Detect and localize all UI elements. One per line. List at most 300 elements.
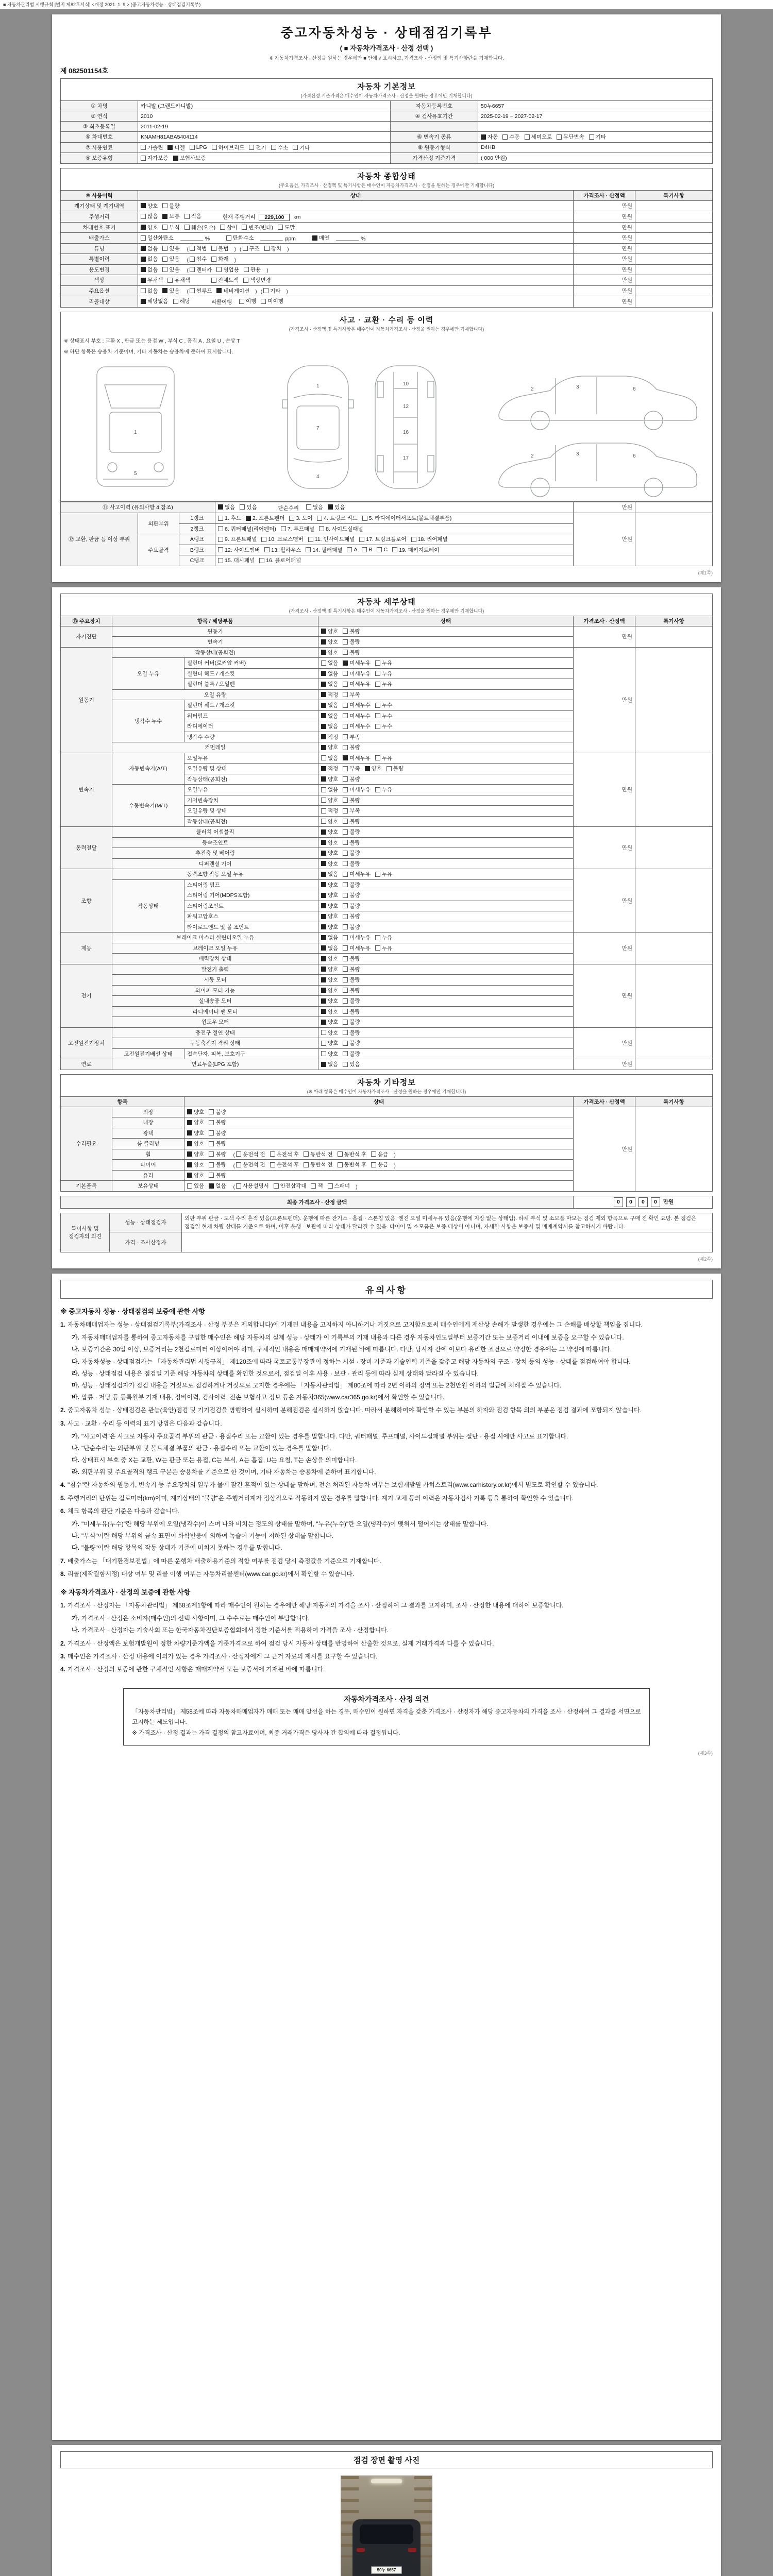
checkbox[interactable] — [362, 547, 367, 552]
checkbox-option[interactable] — [321, 976, 338, 984]
checkbox-option[interactable] — [270, 1150, 299, 1158]
checkbox-option[interactable] — [343, 659, 371, 667]
checkbox[interactable] — [187, 1141, 192, 1146]
checkbox[interactable] — [209, 1109, 214, 1114]
checkbox-option[interactable] — [343, 987, 360, 994]
checkbox[interactable] — [211, 278, 216, 283]
checkbox-option[interactable] — [375, 870, 392, 878]
checkbox[interactable] — [589, 134, 594, 140]
checkbox-option[interactable] — [184, 212, 201, 220]
checkbox-option[interactable] — [343, 701, 371, 709]
checkbox[interactable] — [321, 703, 326, 708]
checkbox[interactable] — [264, 246, 270, 251]
checkbox-option[interactable] — [308, 535, 355, 543]
checkbox[interactable] — [187, 1173, 192, 1178]
checkbox[interactable] — [343, 1041, 348, 1046]
checkbox[interactable] — [209, 1141, 214, 1146]
checkbox-option[interactable] — [236, 1161, 265, 1168]
checkbox-option[interactable] — [375, 670, 392, 677]
checkbox[interactable] — [187, 1183, 192, 1189]
checkbox[interactable] — [321, 956, 326, 961]
checkbox[interactable] — [343, 903, 348, 908]
checkbox[interactable] — [220, 225, 225, 230]
checkbox[interactable] — [321, 650, 326, 655]
checkbox-option[interactable] — [343, 965, 360, 973]
checkbox[interactable] — [141, 246, 146, 251]
checkbox-option[interactable] — [359, 535, 406, 543]
checkbox[interactable] — [141, 267, 146, 272]
checkbox[interactable] — [218, 516, 223, 521]
checkbox-option[interactable] — [343, 775, 360, 783]
checkbox-option[interactable] — [236, 1150, 265, 1158]
checkbox[interactable] — [321, 977, 326, 982]
checkbox-option[interactable] — [321, 997, 338, 1005]
checkbox-option[interactable] — [263, 287, 280, 295]
checkbox-option[interactable] — [343, 670, 371, 677]
checkbox-option[interactable] — [162, 212, 179, 220]
checkbox[interactable] — [321, 851, 326, 856]
checkbox[interactable] — [386, 766, 392, 771]
checkbox-option[interactable] — [246, 514, 284, 522]
checkbox-option[interactable] — [218, 514, 241, 522]
checkbox-option[interactable] — [209, 1172, 226, 1179]
checkbox-option[interactable] — [343, 649, 360, 656]
checkbox[interactable] — [141, 145, 146, 150]
checkbox-option[interactable] — [321, 881, 338, 889]
checkbox[interactable] — [321, 893, 326, 898]
checkbox[interactable] — [343, 776, 348, 782]
checkbox-option[interactable] — [218, 546, 260, 554]
checkbox-option[interactable] — [306, 546, 342, 554]
checkbox-option[interactable] — [343, 1008, 360, 1015]
checkbox[interactable] — [187, 1109, 192, 1114]
checkbox-option[interactable] — [141, 202, 158, 210]
checkbox-option[interactable] — [321, 754, 338, 762]
checkbox-option[interactable] — [312, 234, 329, 242]
checkbox[interactable] — [167, 278, 173, 283]
checkbox[interactable] — [321, 882, 326, 887]
checkbox[interactable] — [270, 1151, 275, 1157]
checkbox[interactable] — [312, 235, 317, 241]
checkbox-option[interactable] — [481, 133, 498, 141]
checkbox[interactable] — [162, 225, 167, 230]
checkbox[interactable] — [343, 755, 348, 760]
checkbox-option[interactable] — [375, 712, 392, 720]
checkbox[interactable] — [321, 724, 326, 729]
checkbox-option[interactable] — [343, 870, 371, 878]
checkbox-option[interactable] — [173, 154, 206, 162]
checkbox-option[interactable] — [343, 743, 360, 751]
checkbox[interactable] — [343, 977, 348, 982]
checkbox-option[interactable] — [321, 902, 338, 910]
checkbox-option[interactable] — [343, 796, 360, 804]
checkbox[interactable] — [141, 235, 146, 241]
checkbox-option[interactable] — [187, 1140, 204, 1147]
checkbox[interactable] — [328, 1183, 333, 1189]
checkbox-option[interactable] — [190, 144, 207, 150]
checkbox[interactable] — [321, 1041, 326, 1046]
checkbox-option[interactable] — [289, 514, 312, 522]
checkbox[interactable] — [242, 225, 247, 230]
checkbox-option[interactable] — [343, 712, 371, 720]
checkbox[interactable] — [343, 766, 348, 771]
checkbox-option[interactable] — [209, 1108, 226, 1116]
checkbox[interactable] — [261, 299, 266, 304]
checkbox[interactable] — [343, 682, 348, 687]
checkbox[interactable] — [343, 734, 348, 739]
checkbox[interactable] — [343, 851, 348, 856]
checkbox-option[interactable] — [141, 276, 163, 284]
checkbox[interactable] — [249, 145, 254, 150]
checkbox[interactable] — [141, 225, 146, 230]
checkbox[interactable] — [236, 1151, 241, 1157]
checkbox[interactable] — [270, 1162, 275, 1167]
checkbox-option[interactable] — [321, 828, 338, 836]
checkbox-option[interactable] — [321, 638, 338, 646]
checkbox-option[interactable] — [321, 944, 338, 952]
checkbox-option[interactable] — [343, 691, 360, 699]
checkbox[interactable] — [141, 278, 146, 283]
checkbox-option[interactable] — [343, 881, 360, 889]
checkbox-option[interactable] — [209, 1129, 226, 1137]
checkbox-option[interactable] — [343, 1050, 360, 1058]
checkbox[interactable] — [162, 267, 167, 272]
checkbox[interactable] — [278, 225, 283, 230]
checkbox[interactable] — [226, 235, 231, 241]
checkbox[interactable] — [321, 945, 326, 951]
checkbox-option[interactable] — [278, 224, 295, 231]
checkbox-option[interactable] — [304, 1150, 333, 1158]
checkbox-option[interactable] — [343, 765, 360, 772]
checkbox[interactable] — [375, 755, 380, 760]
checkbox-option[interactable] — [343, 818, 360, 825]
checkbox-option[interactable] — [173, 297, 190, 305]
checkbox-option[interactable] — [187, 1129, 204, 1137]
checkbox[interactable] — [321, 914, 326, 919]
checkbox[interactable] — [343, 1030, 348, 1035]
checkbox-option[interactable] — [187, 1118, 204, 1126]
checkbox-option[interactable] — [377, 547, 388, 553]
checkbox-option[interactable] — [141, 297, 169, 305]
checkbox[interactable] — [246, 516, 251, 521]
checkbox-option[interactable] — [321, 1029, 338, 1037]
checkbox[interactable] — [218, 504, 223, 510]
checkbox-option[interactable] — [343, 934, 371, 941]
checkbox[interactable] — [362, 516, 367, 521]
checkbox-option[interactable] — [525, 133, 552, 141]
checkbox-option[interactable] — [328, 503, 345, 511]
checkbox[interactable] — [187, 1120, 192, 1125]
checkbox-option[interactable] — [343, 902, 360, 910]
checkbox[interactable] — [371, 1151, 376, 1157]
checkbox-option[interactable] — [343, 912, 360, 920]
checkbox-option[interactable] — [261, 535, 303, 543]
checkbox[interactable] — [557, 134, 562, 140]
checkbox-option[interactable] — [242, 224, 273, 231]
checkbox-option[interactable] — [209, 1161, 226, 1168]
checkbox[interactable] — [141, 203, 146, 208]
checkbox-option[interactable] — [321, 733, 338, 741]
checkbox-option[interactable] — [236, 1182, 269, 1190]
checkbox-option[interactable] — [187, 1172, 204, 1179]
checkbox[interactable] — [347, 547, 352, 552]
checkbox-option[interactable] — [371, 1161, 388, 1168]
checkbox-option[interactable] — [343, 754, 371, 762]
checkbox[interactable] — [263, 288, 268, 293]
checkbox-option[interactable] — [557, 133, 584, 141]
checkbox[interactable] — [162, 288, 167, 293]
checkbox-option[interactable] — [239, 297, 256, 305]
checkbox-option[interactable] — [343, 849, 360, 857]
checkbox-option[interactable] — [240, 503, 257, 511]
checkbox[interactable] — [343, 1020, 348, 1025]
checkbox-option[interactable] — [321, 796, 338, 804]
checkbox[interactable] — [371, 1162, 376, 1167]
checkbox-option[interactable] — [216, 287, 249, 295]
checkbox[interactable] — [338, 1162, 343, 1167]
checkbox[interactable] — [243, 246, 248, 251]
checkbox[interactable] — [321, 872, 326, 877]
checkbox[interactable] — [239, 299, 244, 304]
checkbox-option[interactable] — [162, 266, 179, 274]
checkbox-option[interactable] — [321, 1018, 338, 1026]
checkbox[interactable] — [343, 967, 348, 972]
checkbox-option[interactable] — [343, 923, 360, 931]
checkbox-option[interactable] — [321, 818, 338, 825]
checkbox[interactable] — [141, 257, 146, 262]
checkbox-option[interactable] — [321, 765, 338, 772]
checkbox-option[interactable] — [141, 266, 158, 274]
checkbox[interactable] — [141, 288, 146, 293]
checkbox-option[interactable] — [343, 891, 360, 899]
checkbox-option[interactable] — [317, 514, 357, 522]
checkbox-option[interactable] — [321, 680, 338, 688]
checkbox[interactable] — [321, 660, 326, 666]
checkbox[interactable] — [321, 713, 326, 718]
checkbox-option[interactable] — [216, 266, 239, 274]
checkbox[interactable] — [377, 547, 382, 552]
checkbox[interactable] — [525, 134, 530, 140]
checkbox[interactable] — [343, 914, 348, 919]
checkbox-option[interactable] — [343, 1029, 360, 1037]
checkbox-option[interactable] — [321, 807, 338, 815]
checkbox[interactable] — [343, 945, 348, 951]
checkbox-option[interactable] — [343, 807, 360, 815]
checkbox-option[interactable] — [343, 680, 371, 688]
checkbox-option[interactable] — [218, 535, 257, 543]
checkbox[interactable] — [375, 787, 380, 792]
checkbox-option[interactable] — [343, 860, 360, 868]
checkbox-option[interactable] — [141, 224, 158, 231]
checkbox-option[interactable] — [249, 144, 266, 151]
checkbox[interactable] — [173, 156, 178, 161]
checkbox-option[interactable] — [162, 224, 179, 231]
checkbox[interactable] — [321, 861, 326, 866]
checkbox[interactable] — [209, 1162, 214, 1167]
checkbox[interactable] — [321, 787, 326, 792]
checkbox-option[interactable] — [392, 546, 439, 554]
checkbox[interactable] — [359, 537, 364, 542]
checkbox-option[interactable] — [211, 245, 228, 252]
checkbox-option[interactable] — [362, 514, 452, 522]
checkbox[interactable] — [216, 267, 222, 272]
checkbox[interactable] — [375, 703, 380, 708]
checkbox-option[interactable] — [365, 765, 382, 772]
checkbox-option[interactable] — [347, 547, 357, 553]
checkbox[interactable] — [321, 924, 326, 929]
checkbox[interactable] — [343, 924, 348, 929]
checkbox[interactable] — [190, 246, 195, 251]
checkbox-option[interactable] — [304, 1161, 333, 1168]
checkbox[interactable] — [321, 755, 326, 760]
checkbox-option[interactable] — [321, 1008, 338, 1015]
checkbox-option[interactable] — [375, 722, 392, 730]
checkbox-option[interactable] — [321, 691, 338, 699]
checkbox-option[interactable] — [187, 1182, 204, 1190]
checkbox[interactable] — [274, 1183, 279, 1189]
checkbox-option[interactable] — [162, 245, 179, 252]
checkbox[interactable] — [190, 267, 195, 272]
checkbox[interactable] — [343, 872, 348, 877]
checkbox[interactable] — [218, 558, 223, 563]
checkbox[interactable] — [321, 1009, 326, 1014]
checkbox-option[interactable] — [375, 934, 392, 941]
checkbox[interactable] — [306, 504, 311, 510]
checkbox[interactable] — [343, 650, 348, 655]
checkbox[interactable] — [190, 257, 195, 262]
checkbox-option[interactable] — [321, 912, 338, 920]
checkbox[interactable] — [343, 808, 348, 814]
checkbox[interactable] — [218, 537, 223, 542]
checkbox[interactable] — [343, 893, 348, 898]
checkbox[interactable] — [321, 639, 326, 645]
checkbox-option[interactable] — [321, 775, 338, 783]
checkbox-option[interactable] — [162, 202, 179, 210]
checkbox[interactable] — [261, 537, 266, 542]
checkbox[interactable] — [321, 1020, 326, 1025]
checkbox-option[interactable] — [209, 1182, 226, 1190]
checkbox-option[interactable] — [386, 765, 404, 772]
checkbox-option[interactable] — [321, 849, 338, 857]
checkbox-option[interactable] — [141, 245, 158, 252]
checkbox[interactable] — [343, 713, 348, 718]
checkbox-option[interactable] — [271, 144, 288, 151]
checkbox[interactable] — [209, 1173, 214, 1178]
checkbox[interactable] — [343, 660, 348, 666]
checkbox[interactable] — [365, 766, 370, 771]
checkbox-option[interactable] — [321, 701, 338, 709]
checkbox-option[interactable] — [226, 234, 254, 242]
checkbox-option[interactable] — [321, 1039, 338, 1047]
checkbox[interactable] — [338, 1151, 343, 1157]
checkbox[interactable] — [343, 1051, 348, 1056]
checkbox-option[interactable] — [375, 680, 392, 688]
checkbox-option[interactable] — [338, 1150, 367, 1158]
checkbox[interactable] — [306, 547, 311, 552]
checkbox-option[interactable] — [190, 266, 212, 274]
checkbox[interactable] — [243, 278, 248, 283]
checkbox[interactable] — [502, 134, 508, 140]
checkbox[interactable] — [321, 629, 326, 634]
checkbox-option[interactable] — [141, 144, 163, 151]
checkbox[interactable] — [321, 967, 326, 972]
checkbox-option[interactable] — [243, 245, 260, 252]
checkbox-option[interactable] — [184, 224, 216, 231]
checkbox[interactable] — [141, 214, 146, 219]
checkbox[interactable] — [328, 504, 333, 510]
checkbox[interactable] — [321, 829, 326, 835]
checkbox-option[interactable] — [375, 754, 392, 762]
checkbox-option[interactable] — [321, 965, 338, 973]
checkbox-option[interactable] — [190, 255, 207, 263]
checkbox[interactable] — [375, 682, 380, 687]
checkbox-option[interactable] — [261, 297, 283, 305]
checkbox-option[interactable] — [321, 839, 338, 846]
checkbox[interactable] — [209, 1120, 214, 1125]
checkbox-option[interactable] — [220, 224, 237, 231]
checkbox-option[interactable] — [211, 276, 239, 284]
checkbox-option[interactable] — [209, 1150, 226, 1158]
checkbox-option[interactable] — [167, 276, 190, 284]
checkbox[interactable] — [236, 1183, 241, 1189]
checkbox-option[interactable] — [187, 1161, 204, 1168]
checkbox[interactable] — [343, 935, 348, 940]
checkbox[interactable] — [264, 547, 270, 552]
checkbox-option[interactable] — [244, 266, 261, 274]
checkbox-option[interactable] — [321, 712, 338, 720]
checkbox[interactable] — [319, 526, 324, 531]
checkbox[interactable] — [209, 1151, 214, 1157]
checkbox-option[interactable] — [190, 245, 207, 252]
checkbox[interactable] — [173, 299, 178, 304]
checkbox-option[interactable] — [321, 786, 338, 793]
checkbox-option[interactable] — [167, 144, 184, 151]
checkbox[interactable] — [375, 945, 380, 951]
checkbox[interactable] — [190, 288, 195, 293]
checkbox[interactable] — [343, 956, 348, 961]
checkbox[interactable] — [304, 1162, 309, 1167]
checkbox[interactable] — [321, 1030, 326, 1035]
checkbox[interactable] — [343, 703, 348, 708]
checkbox[interactable] — [321, 819, 326, 824]
checkbox-option[interactable] — [212, 144, 245, 151]
checkbox-option[interactable] — [218, 556, 255, 564]
checkbox[interactable] — [375, 872, 380, 877]
checkbox[interactable] — [321, 1062, 326, 1067]
checkbox[interactable] — [375, 660, 380, 666]
checkbox[interactable] — [321, 903, 326, 908]
checkbox[interactable] — [209, 1130, 214, 1136]
checkbox[interactable] — [162, 257, 167, 262]
checkbox-option[interactable] — [328, 1182, 350, 1190]
checkbox-option[interactable] — [321, 987, 338, 994]
checkbox-option[interactable] — [343, 976, 360, 984]
checkbox[interactable] — [240, 504, 245, 510]
checkbox-option[interactable] — [270, 1161, 299, 1168]
checkbox-option[interactable] — [321, 1060, 338, 1068]
checkbox[interactable] — [271, 145, 276, 150]
checkbox[interactable] — [343, 787, 348, 792]
checkbox[interactable] — [375, 713, 380, 718]
checkbox[interactable] — [190, 145, 195, 150]
checkbox[interactable] — [343, 1009, 348, 1014]
checkbox[interactable] — [321, 766, 326, 771]
checkbox-option[interactable] — [211, 255, 228, 263]
checkbox-option[interactable] — [343, 944, 371, 952]
checkbox[interactable] — [321, 692, 326, 697]
checkbox-option[interactable] — [141, 255, 158, 263]
checkbox-option[interactable] — [321, 934, 338, 941]
